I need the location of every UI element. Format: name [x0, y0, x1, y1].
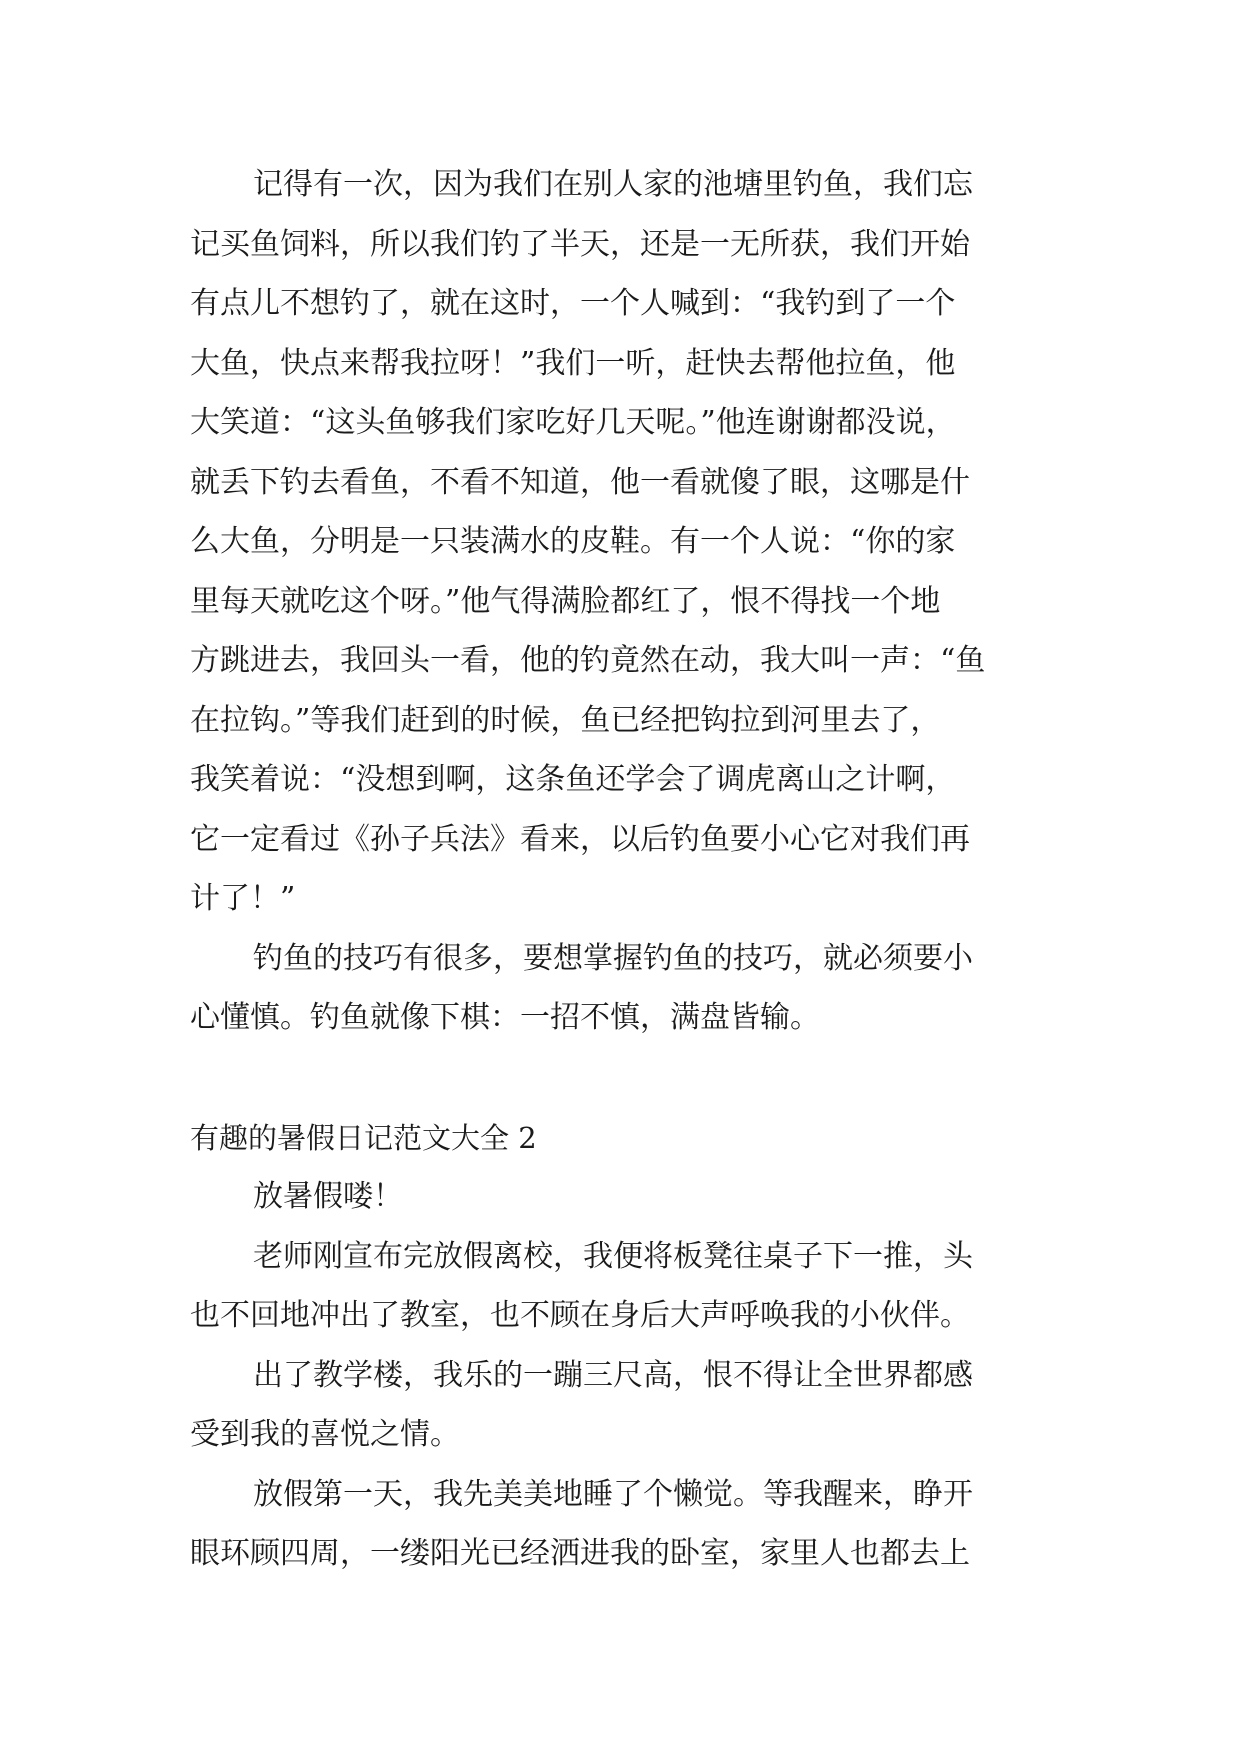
section-paragraph-4-line-2: 眼环顾四周，一缕阳光已经洒进我的卧室，家里人也都去上	[190, 1536, 970, 1571]
paragraph-1-line-6: 就丢下钓去看鱼，不看不知道，他一看就傻了眼，这哪是什	[190, 465, 970, 500]
paragraph-2-line-1: 钓鱼的技巧有很多，要想掌握钓鱼的技巧，就必须要小	[253, 941, 973, 976]
section-paragraph-4-line-1: 放假第一天，我先美美地睡了个懒觉。等我醒来，睁开	[253, 1477, 973, 1512]
section-paragraph-3-line-2: 受到我的喜悦之情。	[190, 1417, 460, 1452]
paragraph-1-line-9: 方跳进去，我回头一看，他的钓竟然在动，我大叫一声：“鱼	[190, 643, 986, 678]
paragraph-1-line-1: 记得有一次，因为我们在别人家的池塘里钓鱼，我们忘	[253, 167, 973, 202]
paragraph-1-line-11: 我笑着说：“没想到啊，这条鱼还学会了调虎离山之计啊，	[190, 762, 956, 797]
paragraph-1-line-13: 计了！”	[190, 881, 296, 916]
paragraph-1-line-4: 大鱼，快点来帮我拉呀！”我们一听，赶快去帮他拉鱼，他	[190, 346, 956, 381]
section-title: 有趣的暑假日记范文大全 2	[190, 1121, 537, 1155]
section-paragraph-3-line-1: 出了教学楼，我乐的一蹦三尺高，恨不得让全世界都感	[253, 1358, 973, 1393]
paragraph-1-line-10: 在拉钩。”等我们赶到的时候，鱼已经把钩拉到河里去了，	[190, 703, 941, 738]
paragraph-1-line-7: 么大鱼，分明是一只装满水的皮鞋。有一个人说：“你的家	[190, 524, 956, 559]
paragraph-2-line-2: 心懂慎。钓鱼就像下棋：一招不慎，满盘皆输。	[190, 1000, 820, 1035]
section-paragraph-1-line-1: 放暑假喽！	[253, 1179, 403, 1214]
paragraph-1-line-5: 大笑道：“这头鱼够我们家吃好几天呢。”他连谢谢都没说，	[190, 405, 956, 440]
paragraph-1-line-2: 记买鱼饲料，所以我们钓了半天，还是一无所获，我们开始	[190, 227, 970, 262]
paragraph-1-line-12: 它一定看过《孙子兵法》看来，以后钓鱼要小心它对我们再	[190, 822, 970, 857]
section-paragraph-2-line-2: 也不回地冲出了教室，也不顾在身后大声呼唤我的小伙伴。	[190, 1298, 970, 1333]
paragraph-1-line-3: 有点儿不想钓了，就在这时，一个人喊到：“我钓到了一个	[190, 286, 956, 321]
paragraph-1-line-8: 里每天就吃这个呀。”他气得满脸都红了，恨不得找一个地	[190, 584, 941, 619]
section-paragraph-2-line-1: 老师刚宣布完放假离校，我便将板凳往桌子下一推，头	[253, 1239, 973, 1274]
